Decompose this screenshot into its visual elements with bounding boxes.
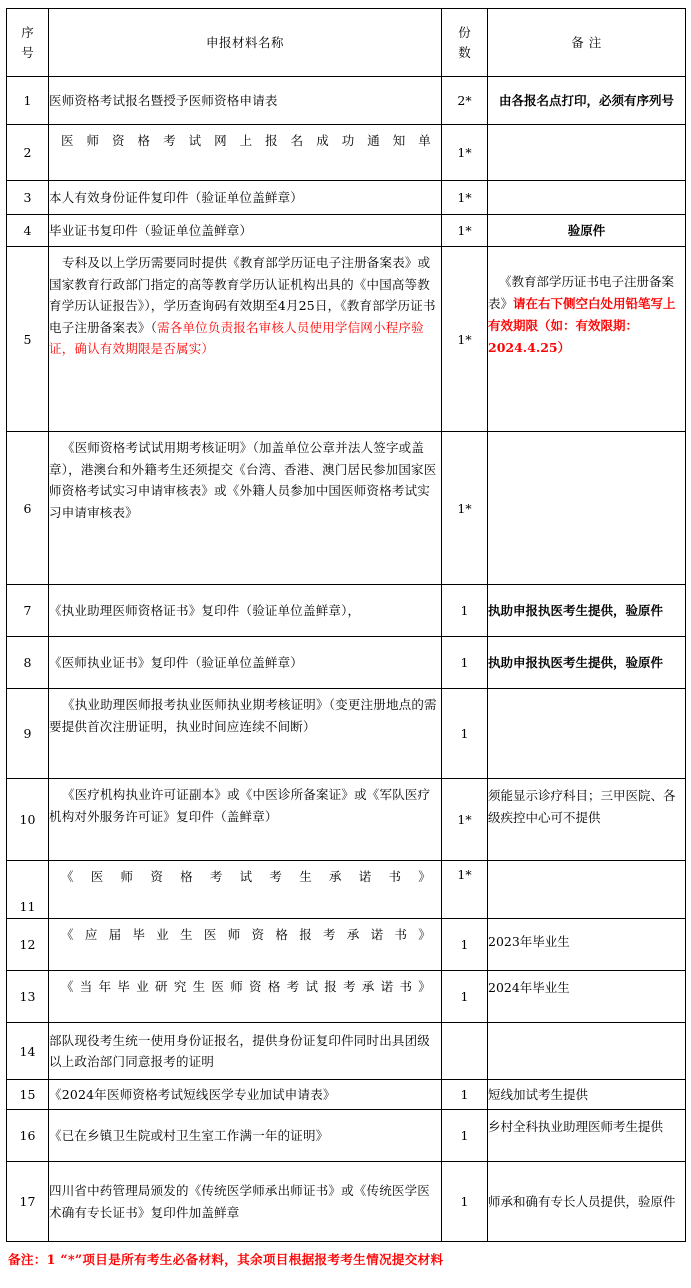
row-note: 2024年毕业生 bbox=[488, 971, 686, 1023]
table-row bbox=[7, 971, 686, 1023]
header-count: 份 数 bbox=[442, 9, 488, 77]
row-material-name: 《执业助理医师报考执业医师执业期考核证明》（变更注册地点的需要提供首次注册证明，执业时间应连续不间断） bbox=[49, 689, 442, 779]
row-count: 1* bbox=[442, 247, 488, 432]
row-count: 1 bbox=[442, 971, 488, 1023]
application-materials-table bbox=[6, 8, 686, 1242]
table-row bbox=[7, 689, 686, 779]
row-count: 1* bbox=[442, 125, 488, 181]
row-note: 2023年毕业生 bbox=[488, 919, 686, 971]
table-row bbox=[7, 779, 686, 861]
table-row bbox=[7, 585, 686, 637]
table-row bbox=[7, 1023, 686, 1080]
row-seq: 3 bbox=[7, 181, 49, 215]
row-material-name: 《当年毕业研究生医师资格考试报考承诺书》 bbox=[49, 971, 442, 1023]
row-material-name: 医师资格考试报名暨授予医师资格申请表 bbox=[49, 77, 442, 125]
row-seq: 6 bbox=[7, 432, 49, 585]
row-material-name: 《应届毕业生医师资格报考承诺书》 bbox=[49, 919, 442, 971]
table-row bbox=[7, 1162, 686, 1242]
row-count: 1 bbox=[442, 1110, 488, 1162]
row-seq: 15 bbox=[7, 1080, 49, 1110]
row-seq: 13 bbox=[7, 971, 49, 1023]
row-seq: 16 bbox=[7, 1110, 49, 1162]
table-row bbox=[7, 861, 686, 919]
row-note bbox=[488, 247, 686, 432]
table-row bbox=[7, 181, 686, 215]
row-note bbox=[488, 689, 686, 779]
table-footnote: 备注：1 “*”项目是所有考生必备材料，其余项目根据报考考生情况提交材料 bbox=[8, 1252, 444, 1267]
row-note bbox=[488, 432, 686, 585]
row-count: 1 bbox=[442, 919, 488, 971]
row-material-name: 《医师执业证书》复印件（验证单位盖鲜章） bbox=[49, 637, 442, 689]
row-seq: 5 bbox=[7, 247, 49, 432]
row-note-black: 《教育部学历证书电子注册备案表》 bbox=[488, 274, 675, 311]
table-row bbox=[7, 637, 686, 689]
row-count: 1 bbox=[442, 637, 488, 689]
row-material-name: 部队现役考生统一使用身份证报名，提供身份证复印件同时出具团级以上政治部门同意报考的证明 bbox=[49, 1023, 442, 1080]
row-seq: 1 bbox=[7, 77, 49, 125]
row-note: 须能显示诊疗科目；三甲医院、各级疾控中心可不提供 bbox=[488, 779, 686, 861]
row-count: 1* bbox=[442, 861, 488, 919]
row-note: 乡村全科执业助理医师考生提供 bbox=[488, 1110, 686, 1162]
row-count bbox=[442, 1023, 488, 1080]
row-material-name: 《2024年医师资格考试短线医学专业加试申请表》 bbox=[49, 1080, 442, 1110]
row-count: 1* bbox=[442, 432, 488, 585]
row-seq: 11 bbox=[7, 861, 49, 919]
row-count: 1* bbox=[442, 181, 488, 215]
header-note: 备 注 bbox=[488, 9, 686, 77]
row-note: 验原件 bbox=[488, 215, 686, 247]
row-material-name: 《执业助理医师资格证书》复印件（验证单位盖鲜章）， bbox=[49, 585, 442, 637]
row-seq: 10 bbox=[7, 779, 49, 861]
row-seq: 12 bbox=[7, 919, 49, 971]
row-seq: 2 bbox=[7, 125, 49, 181]
row-material-name-black: 专科及以上学历需要同时提供《教育部学历证电子注册备案表》或国家教育行政部门指定的高等教育学历认证机构出具的《中国高等教育学历认证报告》），学历查询码有效期至4月25日，《教育部学历证书电子注册备案表》（ bbox=[49, 255, 436, 335]
row-note bbox=[488, 861, 686, 919]
row-material-name bbox=[49, 247, 442, 432]
table-row bbox=[7, 125, 686, 181]
row-material-name: 《医师资格考试考生承诺书》 bbox=[49, 861, 442, 919]
table-header-row bbox=[7, 9, 686, 77]
table-row bbox=[7, 247, 686, 432]
row-material-name: 医师资格考试网上报名成功通知单 bbox=[49, 125, 442, 181]
table-row bbox=[7, 1110, 686, 1162]
row-note: 短线加试考生提供 bbox=[488, 1080, 686, 1110]
row-material-name-red: 需各单位负责报名审核人员使用学信网小程序验证，确认有效期限是否属实） bbox=[49, 319, 424, 356]
row-material-name: 《医师资格考试试用期考核证明》（加盖单位公章并法人签字或盖章），港澳台和外籍考生还须提交《台湾、香港、澳门居民参加国家医师资格考试实习申请审核表》或《外籍人员参加中国医师资格考试实习申请审核表》 bbox=[49, 432, 442, 585]
row-note bbox=[488, 125, 686, 181]
row-material-name: 毕业证书复印件（验证单位盖鲜章） bbox=[49, 215, 442, 247]
table-row bbox=[7, 432, 686, 585]
row-seq: 14 bbox=[7, 1023, 49, 1080]
row-seq: 17 bbox=[7, 1162, 49, 1242]
header-seq: 序 号 bbox=[7, 9, 49, 77]
row-count: 1 bbox=[442, 585, 488, 637]
row-material-name: 《医疗机构执业许可证副本》或《中医诊所备案证》或《军队医疗机构对外服务许可证》复印件（盖鲜章） bbox=[49, 779, 442, 861]
row-count: 1 bbox=[442, 1162, 488, 1242]
row-count: 1 bbox=[442, 689, 488, 779]
table-row bbox=[7, 77, 686, 125]
row-note-red: 请在右下侧空白处用铅笔写上有效期限（如：有效限期：2024.4.25） bbox=[488, 295, 676, 355]
row-note: 师承和确有专长人员提供，验原件 bbox=[488, 1162, 686, 1242]
row-count: 1* bbox=[442, 779, 488, 861]
row-seq: 7 bbox=[7, 585, 49, 637]
table-row bbox=[7, 919, 686, 971]
row-material-name: 本人有效身份证件复印件（验证单位盖鲜章） bbox=[49, 181, 442, 215]
row-material-name: 《已在乡镇卫生院或村卫生室工作满一年的证明》 bbox=[49, 1110, 442, 1162]
row-note bbox=[488, 181, 686, 215]
header-material-name: 申报材料名称 bbox=[49, 9, 442, 77]
row-count: 1 bbox=[442, 1080, 488, 1110]
table-row bbox=[7, 1080, 686, 1110]
table-row bbox=[7, 215, 686, 247]
row-note: 执助申报执医考生提供，验原件 bbox=[488, 585, 686, 637]
row-count: 1* bbox=[442, 215, 488, 247]
row-note: 由各报名点打印，必须有序列号 bbox=[488, 77, 686, 125]
row-seq: 9 bbox=[7, 689, 49, 779]
row-count: 2* bbox=[442, 77, 488, 125]
row-note: 执助申报执医考生提供，验原件 bbox=[488, 637, 686, 689]
row-seq: 8 bbox=[7, 637, 49, 689]
row-seq: 4 bbox=[7, 215, 49, 247]
row-note bbox=[488, 1023, 686, 1080]
row-material-name: 四川省中药管理局颁发的《传统医学师承出师证书》或《传统医学医术确有专长证书》复印件加盖鲜章 bbox=[49, 1162, 442, 1242]
